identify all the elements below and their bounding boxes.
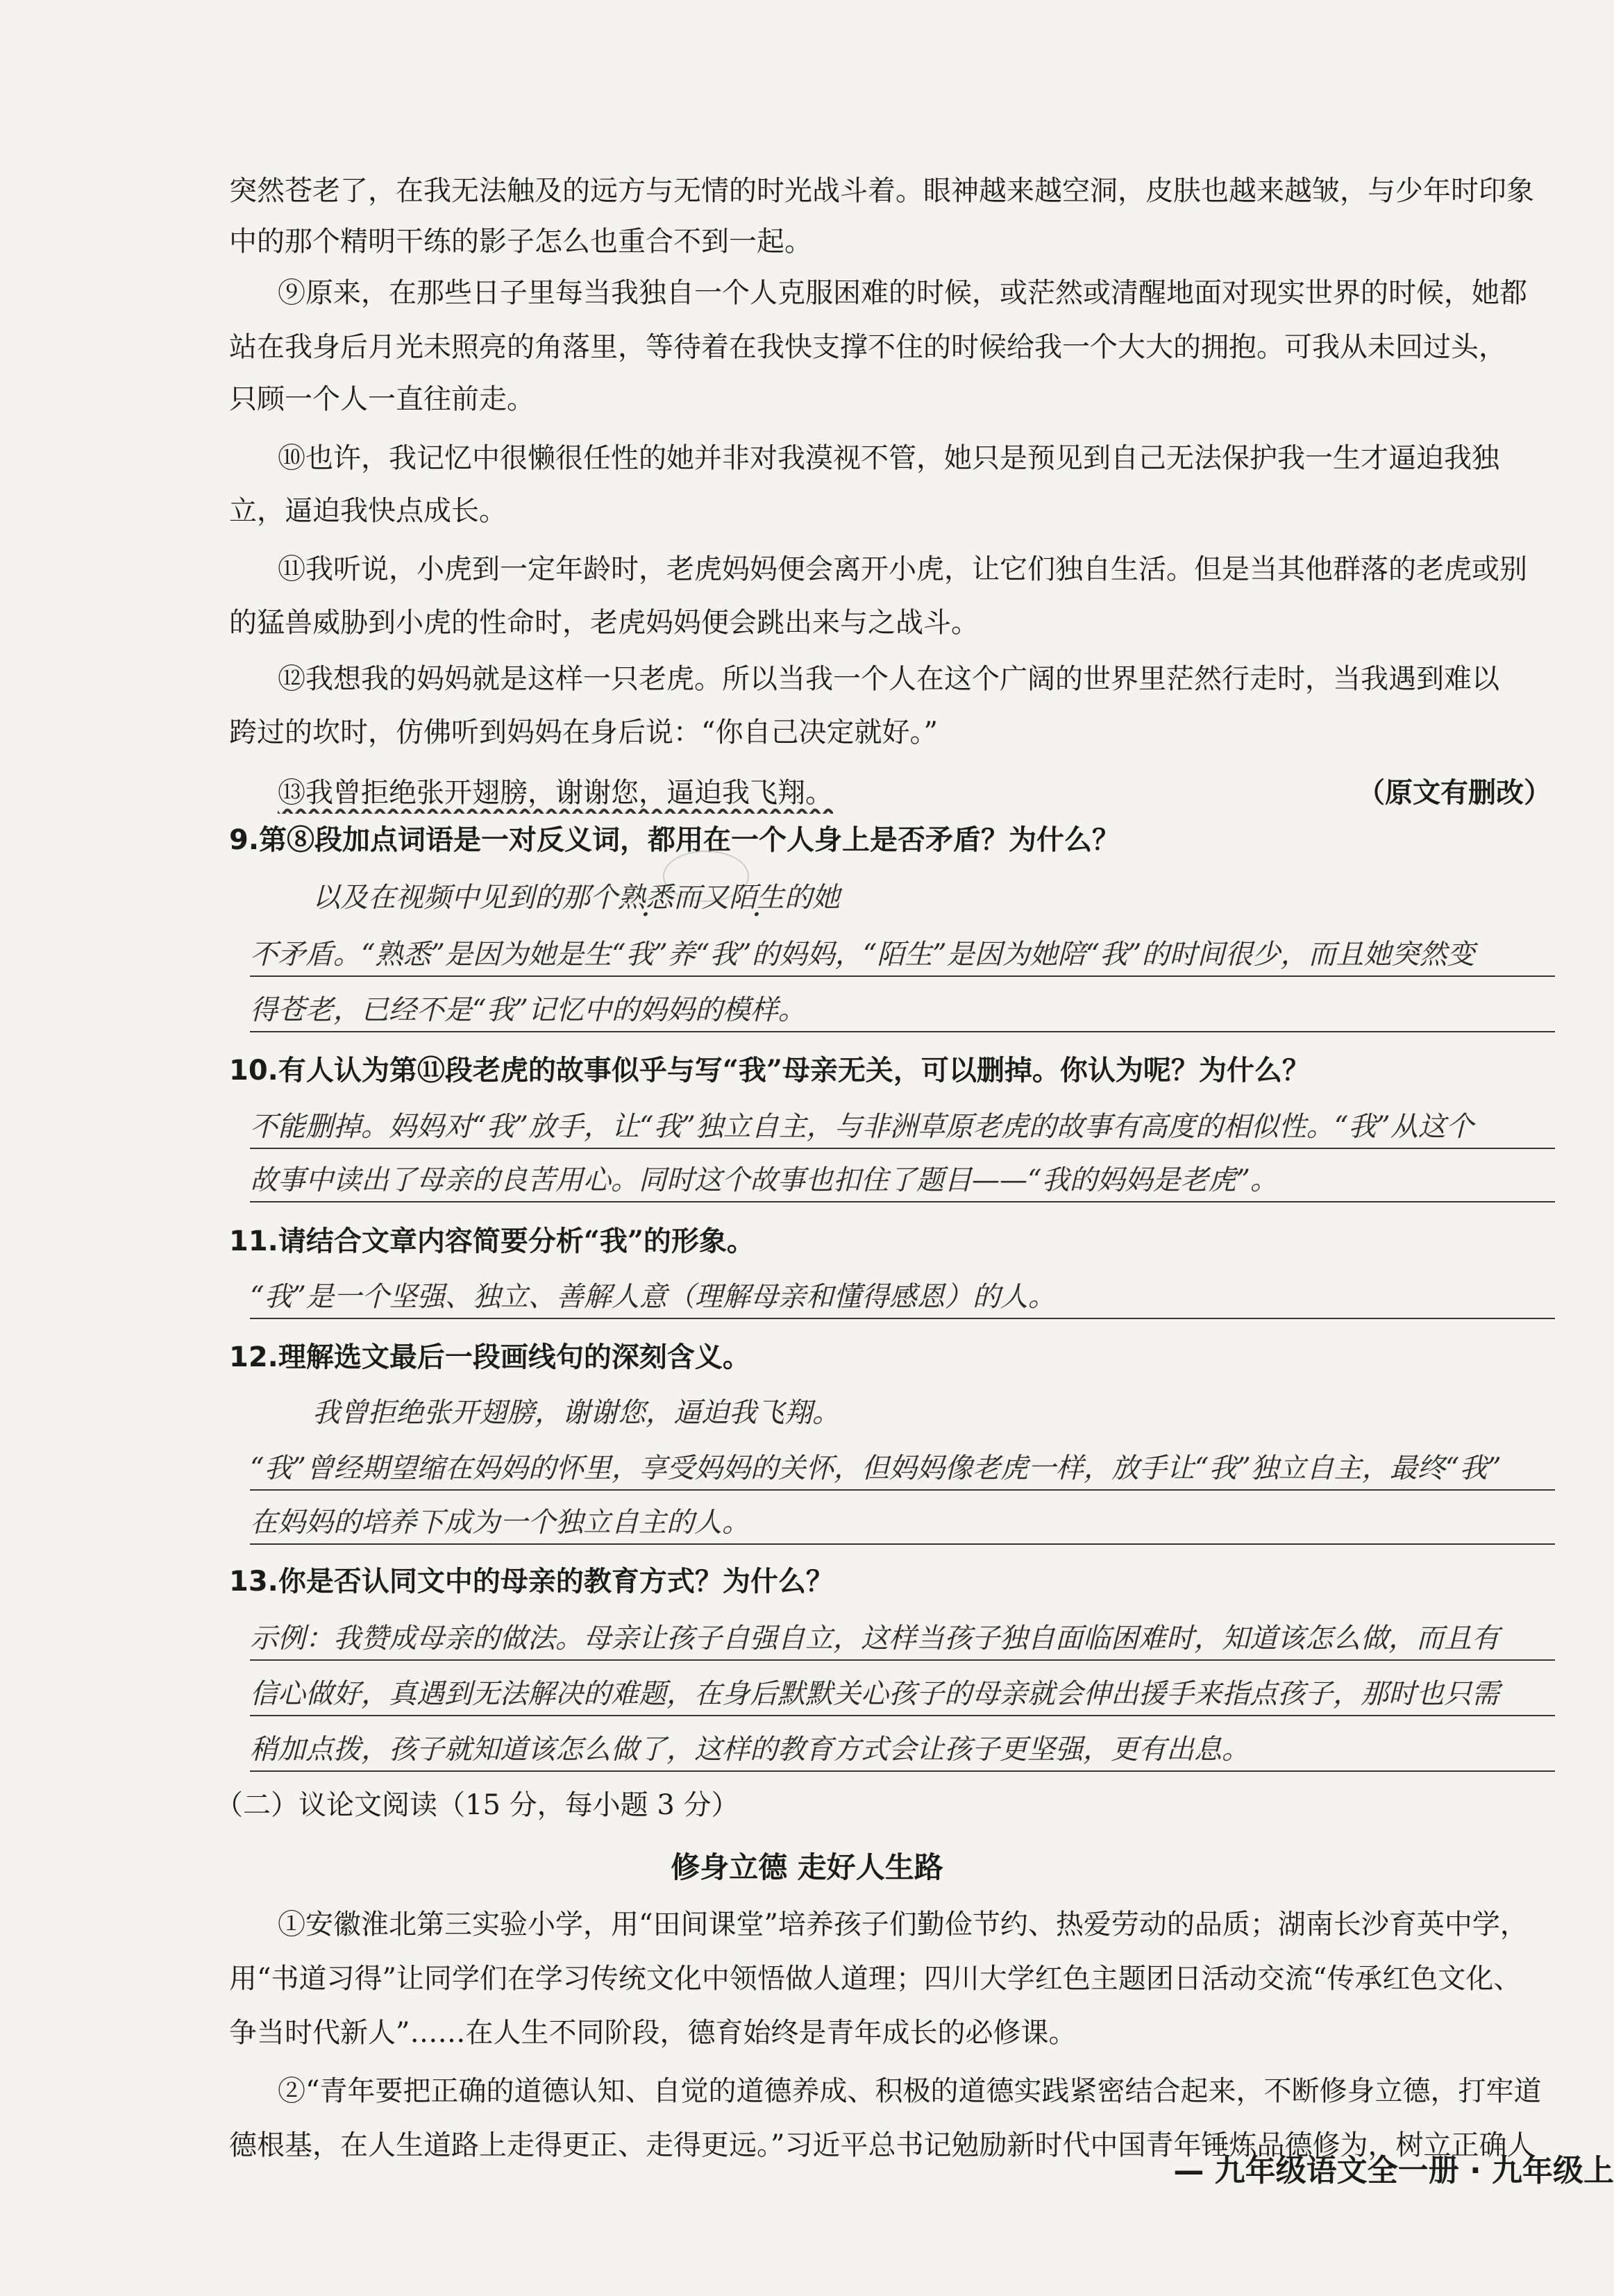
question-number: 11. — [229, 1225, 278, 1257]
question-text: 第⑧段加点词语是一对反义词，都用在一个人身上是否矛盾？为什么？ — [259, 823, 1120, 856]
quote-text: 的她 — [784, 882, 840, 914]
question-text: 请结合文章内容简要分析“我”的形象。 — [278, 1225, 755, 1257]
passage-line: 中的那个精明干练的影子怎么也重合不到一起。 — [229, 226, 812, 258]
question-10 — [229, 1050, 1562, 1091]
paragraph-10: ⑩也许，我记忆中很懒很任性的她并非对我漠视不管，她只是预见到自己无法保护我一生才逼迫我独 — [278, 442, 1499, 474]
passage-line: 跨过的坎时，仿佛听到妈妈在身后说：“你自己决定就好。” — [229, 717, 938, 748]
answer-line: 示例：我赞成母亲的做法。母亲让孩子自强自立，这样当孩子独自面临困难时，知道该怎么做，而且有 — [250, 1618, 1555, 1661]
paragraph-9: ⑨原来，在那些日子里每当我独自一个人克服困难的时候，或茫然或清醒地面对现实世界的时候，她都 — [278, 277, 1527, 309]
question-text: 你是否认同文中的母亲的教育方式？为什么？ — [278, 1565, 834, 1598]
article-line: 德根基，在人生道路上走得更正、走得更远。”习近平总书记勉励新时代中国青年锤炼品德修为，树立正确人 — [229, 2129, 1535, 2161]
article-paragraph-1: ①安徽淮北第三实验小学，用“田间课堂”培养孩子们勤俭节约、热爱劳动的品质；湖南长沙育英中学， — [278, 1909, 1528, 1941]
question-number: 12. — [229, 1341, 278, 1373]
passage-line: 的猛兽威胁到小虎的性命时，老虎妈妈便会跳出来与之战斗。 — [229, 607, 979, 639]
question-9 — [229, 819, 1562, 861]
answer-line: “我”是一个坚强、独立、善解人意（理解母亲和懂得感恩）的人。 — [250, 1276, 1555, 1319]
paragraph-12: ⑫我想我的妈妈就是这样一只老虎。所以当我一个人在这个广阔的世界里茫然行走时，当我遇到难以 — [278, 663, 1499, 695]
question-text: 理解选文最后一段画线句的深刻含义。 — [278, 1341, 750, 1373]
answer-line: 得苍老，已经不是“我”记忆中的妈妈的模样。 — [250, 989, 1555, 1032]
question-number: 9. — [229, 824, 260, 856]
underlined-sentence: ⑬我曾拒绝张开翅膀，谢谢您，逼迫我飞翔。 — [278, 777, 833, 809]
quote-text: 而又 — [673, 882, 729, 914]
answer-line: 不能删掉。妈妈对“我”放手，让“我”独立自主，与非洲草原老虎的故事有高度的相似性。“我”从这个 — [250, 1106, 1555, 1149]
paragraph-13 — [278, 772, 1111, 814]
question-13 — [229, 1561, 1562, 1602]
passage-line: 站在我身后月光未照亮的角落里，等待着在我快支撑不住的时候给我一个大大的拥抱。可我从未回过头， — [229, 331, 1506, 363]
question-12 — [229, 1336, 1562, 1378]
quoted-sentence: 我曾拒绝张开翅膀，谢谢您，逼迫我飞翔。 — [312, 1397, 840, 1429]
answer-line: 不矛盾。“熟悉”是因为她是生“我”养“我”的妈妈，“陌生”是因为她陪“我”的时间很少，而且她突然变 — [250, 934, 1555, 977]
article-title: 修身立德 走好人生路 — [671, 1850, 943, 1884]
answer-line: 信心做好，真遇到无法解决的难题，在身后默默关心孩子的母亲就会伸出援手来指点孩子，那时也只需 — [250, 1673, 1555, 1716]
question-11 — [229, 1221, 1562, 1262]
source-note: （原文有删改） — [1357, 776, 1552, 809]
dotted-word: 陌生 — [729, 882, 784, 914]
passage-line: 突然苍老了，在我无法触及的远方与无情的时光战斗着。眼神越来越空洞，皮肤也越来越皱，与少年时印象 — [229, 175, 1534, 207]
quoted-sentence — [312, 877, 840, 919]
question-text: 有人认为第⑪段老虎的故事似乎与写“我”母亲无关，可以删掉。你认为呢？为什么？ — [278, 1054, 1310, 1087]
article-paragraph-2: ②“青年要把正确的道德认知、自觉的道德养成、积极的道德实践紧密结合起来，不断修身立德，打牢道 — [278, 2075, 1542, 2107]
article-line: 用“书道习得”让同学们在学习传统文化中领悟做人道理；四川大学红色主题团日活动交流“传承红色文化、 — [229, 1963, 1522, 1995]
answer-line: 稍加点拨，孩子就知道该怎么做了，这样的教育方式会让孩子更坚强，更有出息。 — [250, 1729, 1555, 1772]
quote-text: 以及在视频中见到的那个 — [312, 882, 618, 914]
dotted-word: 熟悉 — [618, 882, 673, 914]
question-number: 13. — [229, 1566, 278, 1598]
answer-line: 故事中读出了母亲的良苦用心。同时这个故事也扣住了题目——“我的妈妈是老虎”。 — [250, 1159, 1555, 1203]
passage-line: 立，逼迫我快点成长。 — [229, 495, 507, 527]
section-heading: （二）议论文阅读（15 分，每小题 3 分） — [215, 1789, 739, 1821]
paragraph-11: ⑪我听说，小虎到一定年龄时，老虎妈妈便会离开小虎，让它们独自生活。但是当其他群落的老虎或别 — [278, 553, 1527, 585]
question-number: 10. — [229, 1055, 278, 1087]
page-footer: — 九年级语文全一册 · 九年级上 — [1173, 2153, 1614, 2188]
article-line: 争当时代新人”……在人生不同阶段，德育始终是青年成长的必修课。 — [229, 2017, 1077, 2049]
passage-line: 只顾一个人一直往前走。 — [229, 383, 535, 415]
answer-line: 在妈妈的培养下成为一个独立自主的人。 — [250, 1502, 1555, 1545]
answer-line: “我”曾经期望缩在妈妈的怀里，享受妈妈的关怀，但妈妈像老虎一样，放手让“我”独立自主，最终“我” — [250, 1448, 1555, 1491]
